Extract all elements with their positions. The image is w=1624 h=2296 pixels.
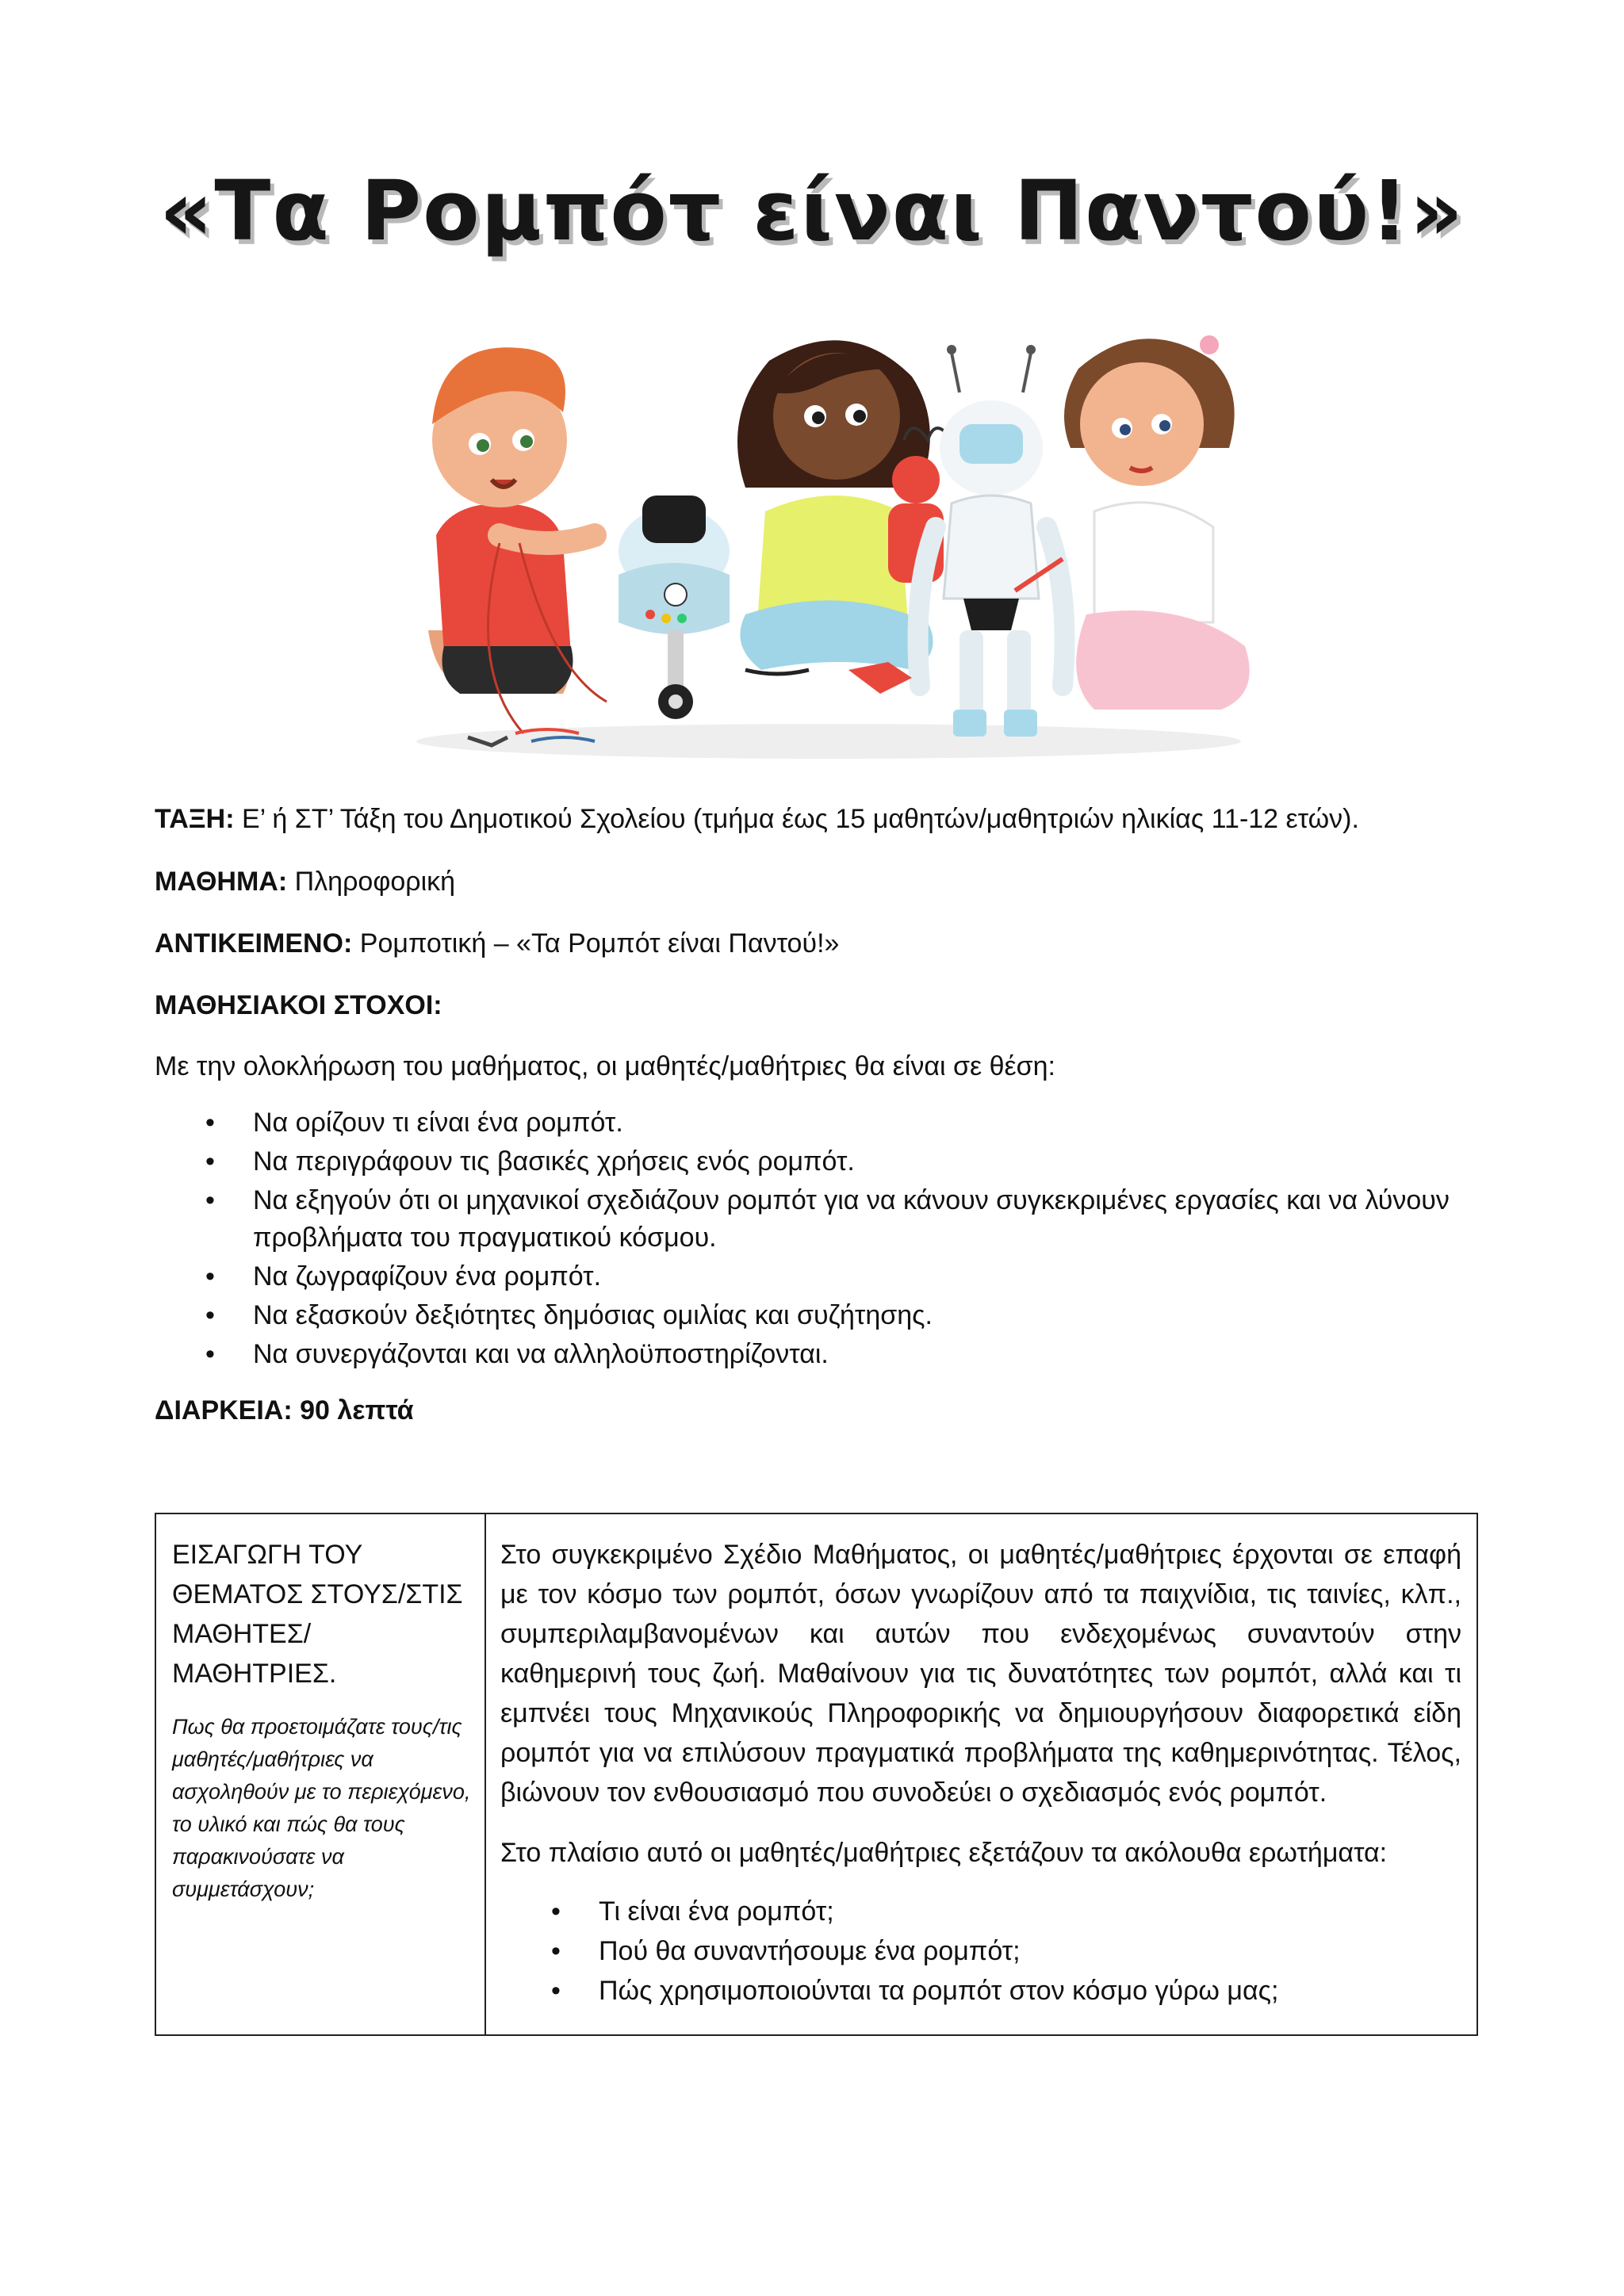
list-item — [155, 1182, 1455, 1257]
intro-note: Πως θα προετοιμάζατε τους/τις μαθητές/μαθήτριες να ασχοληθούν με το περιεχόμενο, το υλικό και πώς θα τους παρακινούσατε να συμμετάσχουν; — [172, 1715, 471, 1901]
subject-label: ΜΑΘΗΜΑ: — [155, 867, 288, 897]
topic-value: Ρομποτική – «Τα Ρομπότ είναι Παντού!» — [352, 928, 840, 959]
class-label: ΤΑΞΗ: — [155, 804, 235, 834]
bullet-icon: • — [205, 1146, 215, 1177]
objective-text: Να περιγράφουν τις βασικές χρήσεις ενός ρομπότ. — [253, 1146, 855, 1177]
table-left-cell — [172, 1535, 473, 1906]
children-with-robots-illustration — [381, 297, 1277, 781]
subject-value: Πληροφορική — [287, 867, 456, 897]
objective-text: Να ζωγραφίζουν ένα ρομπότ. — [253, 1261, 602, 1292]
column-divider — [485, 1514, 486, 2034]
question-text: Πώς χρησιμοποιούνται τα ρομπότ στον κόσμο γύρω μας; — [599, 1976, 1279, 2006]
class-value: Ε’ ή ΣΤ’ Τάξη του Δημοτικού Σχολείου (τμήμα έως 15 μαθητών/μαθητριών ηλικίας 11-12 ετών). — [234, 804, 1359, 834]
white-robot — [918, 345, 1065, 737]
bullet-icon: • — [205, 1261, 215, 1292]
objective-text: Να ορίζουν τι είναι ένα ρομπότ. — [253, 1108, 623, 1138]
topic-field — [155, 925, 839, 962]
list-item — [155, 1143, 1455, 1181]
class-field — [155, 801, 1359, 837]
bullet-icon: • — [205, 1339, 215, 1369]
duration-text: ΔΙΑΡΚΕΙΑ: 90 λεπτά — [155, 1395, 414, 1425]
goals-label: ΜΑΘΗΣΙΑΚΟΙ ΣΤΟΧΟΙ: — [155, 990, 442, 1020]
objectives-list — [155, 1104, 1455, 1375]
description-paragraph: Στο συγκεκριμένο Σχέδιο Μαθήματος, οι μαθητές/μαθήτριες έρχονται σε επαφή με τον κόσμο των ρομπότ, όσων γνωρίζουν από τα παιχνίδια, τις ταινίες, κλπ., συμπεριλαμβανομένων και αυτών που ενδεχομένως συναντούν στην καθημερινή τους ζωή. Μαθαίνουν για τις δυνατότητες των ρομπότ, αλλά και τι εμπνέει τους Μηχανικούς Πληροφορικής να δημιουργήσουν διαφορετικά είδη ρομπότ για να επιλύσουν πραγματικά προβλήματα της καθημερινότητας. Τέλος, βιώνουν τον ενθουσιασμό που συνοδεύει ο σχεδιασμός ενός ρομπότ. — [500, 1540, 1461, 1808]
learning-goals-heading — [155, 987, 442, 1024]
question-text: Τι είναι ένα ρομπότ; — [599, 1896, 834, 1927]
bullet-icon: • — [551, 1896, 561, 1927]
list-item — [155, 1297, 1455, 1334]
list-item — [155, 1258, 1455, 1295]
questions-intro: Στο πλαίσιο αυτό οι μαθητές/μαθήτριες εξετάζουν τα ακόλουθα ερωτήματα: — [500, 1838, 1388, 1868]
goals-intro: Με την ολοκλήρωση του μαθήματος, οι μαθητές/μαθήτριες θα είναι σε θέση: — [155, 1051, 1055, 1081]
lesson-plan-table — [155, 1513, 1478, 2036]
page-title: «Τα Ρομπότ είναι Παντού!» — [159, 163, 1465, 259]
topic-label: ΑΝΤΙΚΕΙΜΕΝΟ: — [155, 928, 353, 959]
objective-text: Να εξασκούν δεξιότητες δημόσιας ομιλίας και συζήτησης. — [253, 1300, 933, 1330]
list-item — [155, 1336, 1455, 1373]
table-right-cell — [500, 1535, 1461, 2011]
list-item — [500, 1892, 1461, 1931]
list-item — [500, 1971, 1461, 2011]
objective-text: Να εξηγούν ότι οι μηχανικοί σχεδιάζουν ρομπότ για να κάνουν συγκεκριμένες εργασίες και να λύνουν προβλήματα του πραγματικού κόσμου. — [253, 1185, 1450, 1253]
boy-figure — [428, 347, 607, 733]
bullet-icon: • — [205, 1300, 215, 1330]
bullet-icon: • — [551, 1976, 561, 2006]
question-text: Πού θα συναντήσουμε ένα ρομπότ; — [599, 1936, 1021, 1966]
small-robot — [619, 496, 730, 719]
duration-field — [155, 1392, 414, 1429]
questions-list — [500, 1892, 1461, 2011]
intro-heading: ΕΙΣΑΓΩΓΗ ΤΟΥ ΘΕΜΑΤΟΣ ΣΤΟΥΣ/ΣΤΙΣ ΜΑΘΗΤΕΣ/ΜΑΘΗΤΡΙΕΣ. — [172, 1540, 463, 1689]
subject-field — [155, 863, 455, 900]
bullet-icon: • — [551, 1936, 561, 1966]
list-item — [155, 1104, 1455, 1142]
bullet-icon: • — [205, 1185, 215, 1215]
objective-text: Να συνεργάζονται και να αλληλοϋποστηρίζονται. — [253, 1339, 829, 1369]
bullet-icon: • — [205, 1108, 215, 1138]
list-item — [500, 1931, 1461, 1971]
